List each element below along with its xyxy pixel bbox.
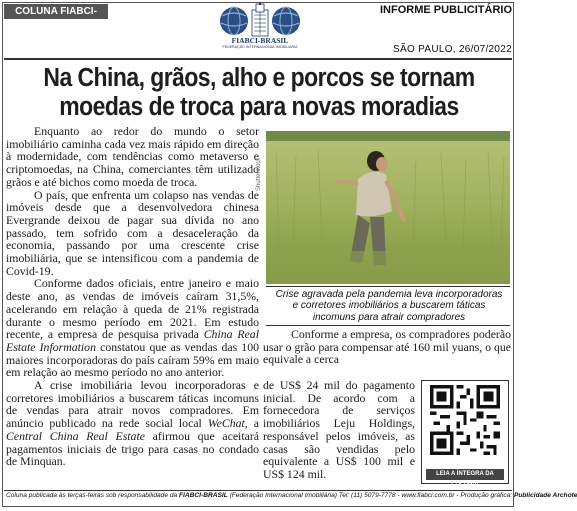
headline-line-1: Na China, grãos, alho e porcos se tornam [43, 64, 475, 92]
article-left-column [6, 125, 259, 468]
photo-credit: Shutterstock [256, 157, 262, 191]
paragraph-3: Conforme dados oficiais, entre janeiro e maio deste ano, as vendas de imóveis caíram 31,5%, acelerando em relação à queda de 21% registrada durante o mesmo período em 2021. Em estudo recente, a empresa de pesquisa privada China Real Estate Information constatou que as vendas das 100 maiores incorporadoras do país caíram 59% em maio em relação ao mesmo período no ano anterior. [6, 276, 259, 380]
footer-credits: Coluna publicada às terças-feiras sob responsabilidade da FIABCI-BRASIL (Federação Internacional Imobiliária) Tel: (11) 5079-7778 - www.fiabci.com.br - Produção gráfica: Publicidade Archote [6, 492, 577, 499]
informe-publicitario-tag: INFORME PUBLICITÁRIO [380, 4, 512, 16]
section-tag: COLUNA FIABCI-BRASIL [4, 4, 108, 19]
caption-rule-bottom [266, 325, 510, 326]
paragraph-1: Enquanto ao redor do mundo o setor imobiliário caminha cada vez mais rápido em direção à modernidade, com tendências como metaverso e criptomoedas, na China, comerciantes têm utilizado grãos e até bichos como moeda de troca. [6, 124, 259, 189]
paragraph-5-wide: Conforme a empresa, os compradores poderão usar o grão para compensar até 160 mil yuans, o que equivale a cerca [263, 327, 511, 367]
bottom-rule [4, 490, 512, 491]
photo-caption: Crise agravada pela pandemia leva incorporadoras e corretores imobiliários a buscarem táticas incomuns para atrair compradores [275, 289, 503, 323]
headline-line-2: moedas de troca para novas moradias [59, 93, 459, 121]
dateline: SÃO PAULO, 26/07/2022 [393, 44, 512, 55]
logo-name: FIABCI-BRASIL [231, 36, 289, 45]
top-rule [4, 58, 512, 60]
caption-rule-top [266, 286, 510, 287]
paragraph-4: A crise imobiliária levou incorporadoras e corretores imobiliários a buscarem táticas incomuns de vendas para atrair novos compradores. Em anúncio publicado na rede social local WeChat, a Central China Real Estate afirmou que aceitará pagamentos iniciais de trigo para casas no condado de Minquan. [6, 378, 260, 469]
qr-code-icon [430, 385, 500, 455]
qr-label: LEIA A ÍNTEGRA DA COLUNA! [426, 469, 504, 480]
paragraph-2: O país, que enfrenta um colapso nas vendas de imóveis desde que a desenvolvedora chinesa Evergrande deixou de pagar sua dívida no ano passado, tem sofrido com a desaceleração da economia, passando por uma crescente crise imobiliária, que se intensificou com a pandemia de Covid-19. [6, 187, 259, 278]
qr-code-box[interactable] [421, 380, 509, 488]
headline [31, 64, 486, 122]
wheat-field-photo [266, 131, 510, 284]
logo-subtitle: FEDERAÇÃO INTERNACIONAL IMOBILIÁRIA [222, 45, 298, 49]
article-right-column [263, 328, 511, 366]
article-right-narrow [263, 379, 415, 481]
paragraph-5-narrow: de US$ 24 mil do pagamento inicial. De acordo com a fornecedora de serviços imobiliários Leju Holdings, responsável pelos imóveis, as casas são vendidas pelo equivalente a US$ 100 mil e US$ 124 mil. [263, 378, 415, 481]
